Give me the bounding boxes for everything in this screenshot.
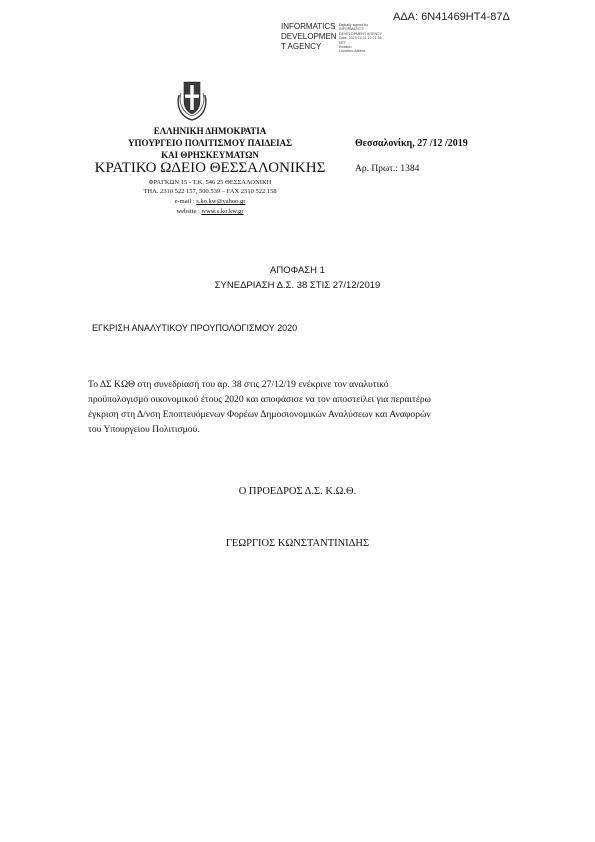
- stamp-line: INFORMATICS: [281, 22, 336, 31]
- header-email-row: [90, 198, 330, 206]
- stamp-line: T AGENCY: [281, 42, 322, 51]
- header-website-row: [90, 208, 330, 216]
- protocol-number: Αρ. Πρωτ.: 1384: [355, 164, 420, 174]
- stamp-fine-line: Reason:: [339, 45, 353, 50]
- body-line: Το ΔΣ ΚΩΘ στη συνεδρίασή του αρ. 38 στις 27/12/19 ενέκρινε τον αναλυτικό: [88, 379, 389, 390]
- stamp-fine-line: DEVELOPMENT AGENCY: [339, 31, 383, 36]
- greek-coat-of-arms-icon: [175, 77, 209, 121]
- stamp-line: DEVELOPMEN: [281, 32, 337, 41]
- header-ministry: ΥΠΟΥΡΓΕΙΟ ΠΟΛΙΤΙΣΜΟΥ ΠΑΙΔΕΙΑΣ: [128, 138, 292, 148]
- email-label: e-mail :: [174, 198, 195, 205]
- header-address: ΦΡΑΓΚΩΝ 15 - Τ.Κ. 546 25 ΘΕΣΣΑΛΟΝΙΚΗ: [148, 179, 272, 186]
- decision-body: [88, 377, 528, 437]
- website-link[interactable]: www.s.ko.kw.gr: [201, 208, 244, 215]
- signature-role: Ο ΠΡΟΕΔΡΟΣ Δ.Σ. Κ.Ω.Θ.: [238, 486, 357, 497]
- decision-session: ΣΥΝΕΔΡΙΑΣΗ Δ.Σ. 38 ΣΤΙΣ 27/12/2019: [214, 280, 381, 291]
- email-link[interactable]: s.ko.kw@yahoo.gr: [196, 198, 246, 205]
- body-line: προϋπολογισμό οικονομικού έτους 2020 και αποφάσισε να τον αποστείλει για περαιτέρω: [88, 394, 431, 405]
- ada-code: ΑΔΑ: 6Ν41469ΗΤ4-87Δ: [393, 11, 510, 23]
- stamp-fine-line: EET: [339, 40, 346, 45]
- header-republic: ΕΛΛΗΝΙΚΗ ΔΗΜΟΚΡΑΤΙΑ: [153, 126, 267, 136]
- stamp-fine-print: [339, 23, 382, 54]
- body-line: του Υπουργείου Πολιτισμού.: [88, 424, 200, 435]
- stamp-fine-line: Digitally signed by: [339, 23, 368, 27]
- stamp-fine-line: Location: Athens: [339, 49, 366, 54]
- stamp-fine-line: Date: 2019.12.31 12:21:36: [339, 36, 382, 41]
- decision-title: ΑΠΟΦΑΣΗ 1: [270, 265, 325, 276]
- header-organization: ΚΡΑΤΙΚΟ ΩΔΕΙΟ ΘΕΣΣΑΛΟΝΙΚΗΣ: [94, 160, 326, 176]
- subject-line: ΕΓΚΡΙΣΗ ΑΝΑΛΥΤΙΚΟΥ ΠΡΟΥΠΟΛΟΓΙΣΜΟΥ 2020: [92, 323, 298, 333]
- stamp-fine-line: INFORMATICS: [339, 27, 364, 32]
- header-ministry-cont: ΚΑΙ ΘΡΗΣΚΕΥΜΑΤΩΝ: [161, 150, 259, 160]
- signature-name: ΓΕΩΡΓΙΟΣ ΚΩΝΣΤΑΝΤΙΝΙΔΗΣ: [225, 538, 370, 549]
- place-date: Θεσσαλονίκη, 27 /12 /2019: [355, 138, 468, 149]
- digital-signature-stamp: [281, 22, 396, 56]
- stamp-main-text: [281, 22, 337, 52]
- body-line: έγκριση στη Δ/νση Εποπτευόμενων Φορέων Δημοσιονομικών Αναλύσεων και Αναφορών: [88, 409, 431, 420]
- header-phones: ΤΗΛ. 2310 522 157, 500.539 – FAX 2310 522 158: [143, 188, 277, 195]
- website-label: website :: [176, 208, 200, 215]
